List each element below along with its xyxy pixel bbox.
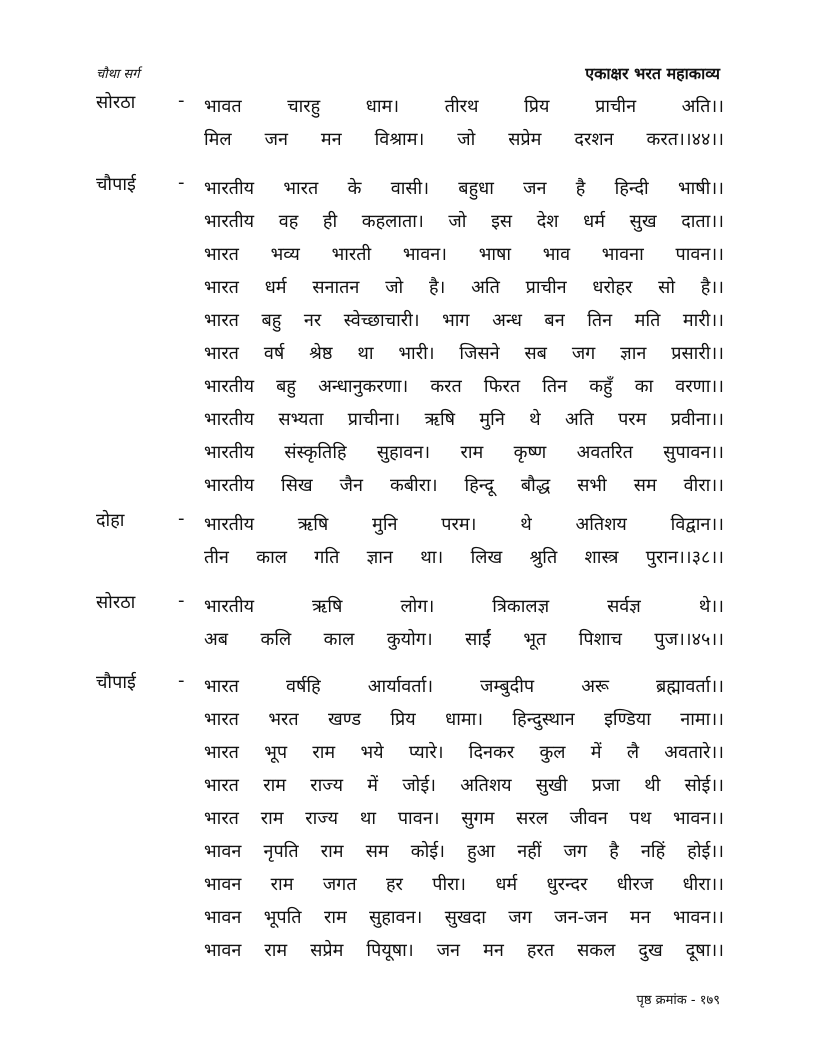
- verse-line: भारत भूप राम भये प्यारे। दिनकर कुल में लै अवतारे।।: [204, 742, 724, 763]
- stanza-dash: -: [178, 670, 185, 691]
- verse-line: भारत राम राज्य था पावन। सुगम सरल जीवन पथ भावन।।: [204, 808, 724, 829]
- verse-line: भारत भरत खण्ड प्रिय धामा। हिन्दुस्थान इण्डिया नामा।।: [204, 709, 724, 730]
- verse-line: भारत वर्ष श्रेष्ठ था भारी। जिसने सब जग ज्ञान प्रसारी।।: [204, 343, 724, 364]
- verse-line: भावन राम सप्रेम पियूषा। जन मन हरत सकल दुख दूषा।।: [204, 940, 724, 961]
- stanza-label: चौपाई: [96, 174, 136, 195]
- verse-line: भारतीय बहु अन्धानुकरणा। करत फिरत तिन कहुँ का वरणा।।: [204, 376, 724, 397]
- verse-line: भारत राम राज्य में जोई। अतिशय सुखी प्रजा थी सोई।।: [204, 775, 724, 796]
- verse-line: भारत भव्य भारती भावन। भाषा भाव भावना पावन।।: [204, 244, 724, 265]
- verse-line: भारत बहु नर स्वेच्छाचारी। भाग अन्ध बन तिन मति मारी।।: [204, 310, 724, 331]
- stanza-label: दोहा: [96, 510, 125, 531]
- verse-line: भारतीय सिख जैन कबीरा। हिन्दू बौद्ध सभी सम वीरा।।: [204, 475, 724, 496]
- stanza-dash: -: [178, 90, 185, 111]
- verse-line: भारतीय ऋषि लोग। त्रिकालज्ञ सर्वज्ञ थे।।: [204, 596, 724, 617]
- page-number: पृष्ठ क्रमांक - १७९: [636, 993, 720, 1008]
- stanza-label: चौपाई: [96, 672, 136, 693]
- verse-lines: [204, 90, 724, 156]
- verse-line: अब कलि काल कुयोग। साईं भूत पिशाच पुज।।४५।।: [204, 629, 724, 650]
- chapter-heading: चौथा सर्ग: [96, 67, 140, 82]
- verse-line: भारतीय सभ्यता प्राचीना। ऋषि मुनि थे अति परम प्रवीना।।: [204, 409, 724, 430]
- stanza-dash: -: [178, 508, 185, 529]
- verse-line: मिल जन मन विश्राम। जो सप्रेम दरशन करत।।४४।।: [204, 129, 724, 150]
- verse-lines: [204, 670, 724, 967]
- verse-line: तीन काल गति ज्ञान था। लिख श्रुति शास्त्र पुरान।।३८।।: [204, 547, 724, 568]
- book-title: एकाक्षर भरत महाकाव्य: [585, 64, 720, 83]
- stanza-dash: -: [178, 590, 185, 611]
- verse-line: भावत चारहु धाम। तीरथ प्रिय प्राचीन अति।।: [204, 96, 724, 117]
- verse-line: भारतीय ऋषि मुनि परम। थे अतिशय विद्वान।।: [204, 514, 724, 535]
- verse-line: भारत वर्षहि आर्यावर्ता। जम्बुदीप अरू ब्रह्मावर्ता।।: [204, 676, 724, 697]
- verse-line: भारत धर्म सनातन जो है। अति प्राचीन धरोहर सो है।।: [204, 277, 724, 298]
- stanza-label: सोरठा: [96, 592, 136, 613]
- stanza-label: सोरठा: [96, 92, 136, 113]
- verse-line: भावन राम जगत हर पीरा। धर्म धुरन्दर धीरज धीरा।।: [204, 874, 724, 895]
- verse-lines: [204, 508, 724, 574]
- stanza-dash: -: [178, 172, 185, 193]
- verse-line: भारतीय भारत के वासी। बहुधा जन है हिन्दी भाषी।।: [204, 178, 724, 199]
- verse-line: भारतीय वह ही कहलाता। जो इस देश धर्म सुख दाता।।: [204, 211, 724, 232]
- verse-lines: [204, 172, 724, 502]
- verse-line: भारतीय संस्कृतिहि सुहावन। राम कृष्ण अवतरित सुपावन।।: [204, 442, 724, 463]
- verse-lines: [204, 590, 724, 656]
- verse-line: भावन नृपति राम सम कोई। हुआ नहीं जग है नहिं होई।।: [204, 841, 724, 862]
- verse-line: भावन भूपति राम सुहावन। सुखदा जग जन-जन मन भावन।।: [204, 907, 724, 928]
